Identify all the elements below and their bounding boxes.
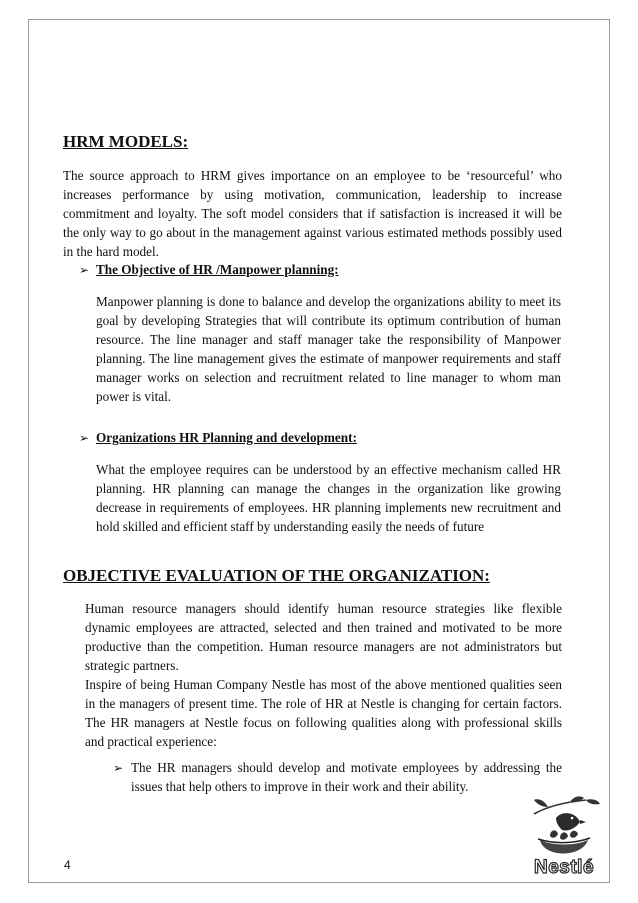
page-number: 4 bbox=[64, 858, 71, 872]
objective-hr-heading bbox=[79, 262, 339, 278]
objective-evaluation-paragraph-2: Inspire of being Human Company Nestle has most of the above mentioned qualities seen in the managers of present time. The role of HR at Nestle is changing for certain factors. The HR managers at Nestle focus on following qualities along with professional skills and practical experience: bbox=[85, 677, 562, 749]
org-hr-planning-heading-text: Organizations HR Planning and development: bbox=[96, 430, 357, 445]
bullet-arrow-icon: ➢ bbox=[113, 761, 124, 775]
hrm-models-paragraph: The source approach to HRM gives importance on an employee to be ‘resourceful’ who increases performance by using motivation, communication, leadership to increase commitment and loyalty. The soft model considers that if satisfaction is increased it will be the only way to go about in the management against various estimated methods possibly used in the hard model. bbox=[63, 168, 562, 259]
org-hr-planning-paragraph: What the employee requires can be understood by an effective mechanism called HR planning. HR planning can manage the changes in the organization like growing decrease in requirements of employees. HR planning implements new recruitment and hold skilled and efficient staff by understanding easily the needs of future bbox=[96, 462, 561, 534]
org-hr-planning-heading bbox=[79, 430, 357, 446]
hrm-models-heading: HRM MODELS: bbox=[63, 132, 189, 151]
hr-managers-bullet-text: The HR managers should develop and motivate employees by addressing the issues that help others to improve in their work and their ability. bbox=[131, 760, 562, 794]
objective-hr-heading-text: The Objective of HR /Manpower planning: bbox=[96, 262, 339, 277]
objective-evaluation-paragraph-1: Human resource managers should identify human resource strategies like flexible dynamic employees are attracted, selected and then trained and motivated to be more productive than the competition. Human resource managers are not administrators but strategic partners. bbox=[85, 601, 562, 673]
nestle-logo bbox=[526, 796, 602, 878]
bullet-arrow-icon: ➢ bbox=[79, 431, 90, 445]
objective-evaluation-heading: OBJECTIVE EVALUATION OF THE ORGANIZATION: bbox=[63, 566, 490, 585]
bullet-arrow-icon: ➢ bbox=[79, 263, 90, 277]
objective-hr-paragraph: Manpower planning is done to balance and develop the organizations ability to meet its goal by developing Strategies that will contribute its optimum contribution of human resource. The line manager and staff manager take the responsibility of Manpower planning. The line management gives the estimate of manpower requirements and staff manager works on selection and recruitment related to line manager to whom man power is vital. bbox=[96, 294, 561, 404]
nestle-logo-text: Nestlé bbox=[533, 857, 595, 878]
hr-managers-bullet bbox=[113, 758, 562, 796]
objective-evaluation-body bbox=[85, 599, 562, 751]
